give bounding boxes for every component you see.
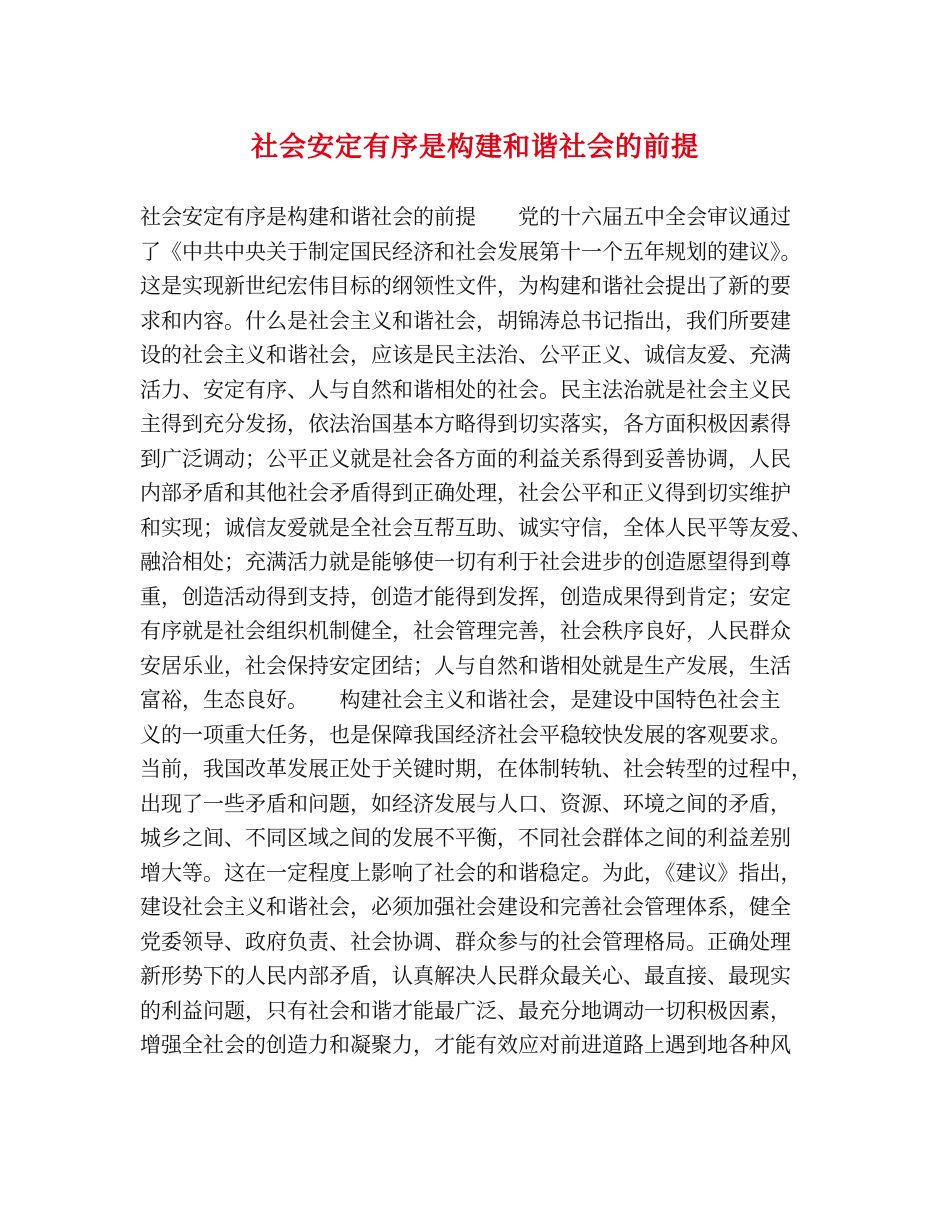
body-text-line: 安居乐业，社会保持安定团结；人与自然和谐相处就是生产发展，生活 (140, 653, 791, 678)
body-text-line: 出现了一些矛盾和问题，如经济发展与人口、资源、环境之间的矛盾， (140, 791, 791, 816)
body-text-line: 和实现；诚信友爱就是全社会互帮互助、诚实守信，全体人民平等友爱、 (140, 515, 812, 540)
body-text-line: 到广泛调动；公平正义就是社会各方面的利益关系得到妥善协调，人民 (140, 446, 791, 471)
body-text-line: 党委领导、政府负责、社会协调、群众参与的社会管理格局。正确处理 (140, 929, 791, 954)
body-text-line: 活力、安定有序、人与自然和谐相处的社会。民主法治就是社会主义民 (140, 377, 791, 402)
body-text-line: 城乡之间、不同区域之间的发展不平衡，不同社会群体之间的利益差别 (140, 826, 791, 850)
body-text-line: 内部矛盾和其他社会矛盾得到正确处理，社会公平和正义得到切实维护 (140, 481, 791, 505)
body-text-line: 重，创造活动得到支持，创造才能得到发挥，创造成果得到肯定；安定 (140, 584, 791, 609)
body-text-line: 主得到充分发扬，依法治国基本方略得到切实落实，各方面积极因素得 (140, 412, 791, 436)
body-text-line: 当前，我国改革发展正处于关键时期，在体制转轨、社会转型的过程中， (140, 757, 812, 781)
body-text-line: 社会安定有序是构建和谐社会的前提 党的十六届五中全会审议通过 (140, 205, 791, 229)
body-text-line: 有序就是社会组织机制健全，社会管理完善，社会秩序良好，人民群众 (140, 619, 791, 643)
document-body (140, 200, 820, 1063)
body-text-line: 义的一项重大任务，也是保障我国经济社会平稳较快发展的客观要求。 (140, 722, 791, 747)
body-text-line: 融洽相处；充满活力就是能够使一切有利于社会进步的创造愿望得到尊 (140, 550, 791, 574)
body-text-line: 的利益问题，只有社会和谐才能最广泛、最充分地调动一切积极因素， (140, 998, 791, 1023)
body-text-line: 增大等。这在一定程度上影响了社会的和谐稳定。为此，《建议》指出， (140, 860, 802, 885)
body-text-line: 新形势下的人民内部矛盾，认真解决人民群众最关心、最直接、最现实 (140, 964, 791, 988)
body-text-line: 这是实现新世纪宏伟目标的纲领性文件，为构建和谐社会提出了新的要 (140, 274, 791, 298)
body-text-line: 富裕，生态良好。 构建社会主义和谐社会，是建设中国特色社会主 (140, 688, 781, 712)
body-text-line: 设的社会主义和谐社会，应该是民主法治、公平正义、诚信友爱、充满 (140, 343, 791, 367)
body-text-line: 了《中共中央关于制定国民经济和社会发展第十一个五年规划的建议》。 (140, 239, 802, 264)
body-text-line: 增强全社会的创造力和凝聚力，才能有效应对前进道路上遇到地各种风 (140, 1033, 791, 1057)
body-text-line: 建设社会主义和谐社会，必须加强社会建设和完善社会管理体系，健全 (140, 895, 791, 919)
body-text-line: 求和内容。什么是社会主义和谐社会，胡锦涛总书记指出，我们所要建 (140, 308, 791, 333)
document-title: 社会安定有序是构建和谐社会的前提 (251, 132, 699, 163)
